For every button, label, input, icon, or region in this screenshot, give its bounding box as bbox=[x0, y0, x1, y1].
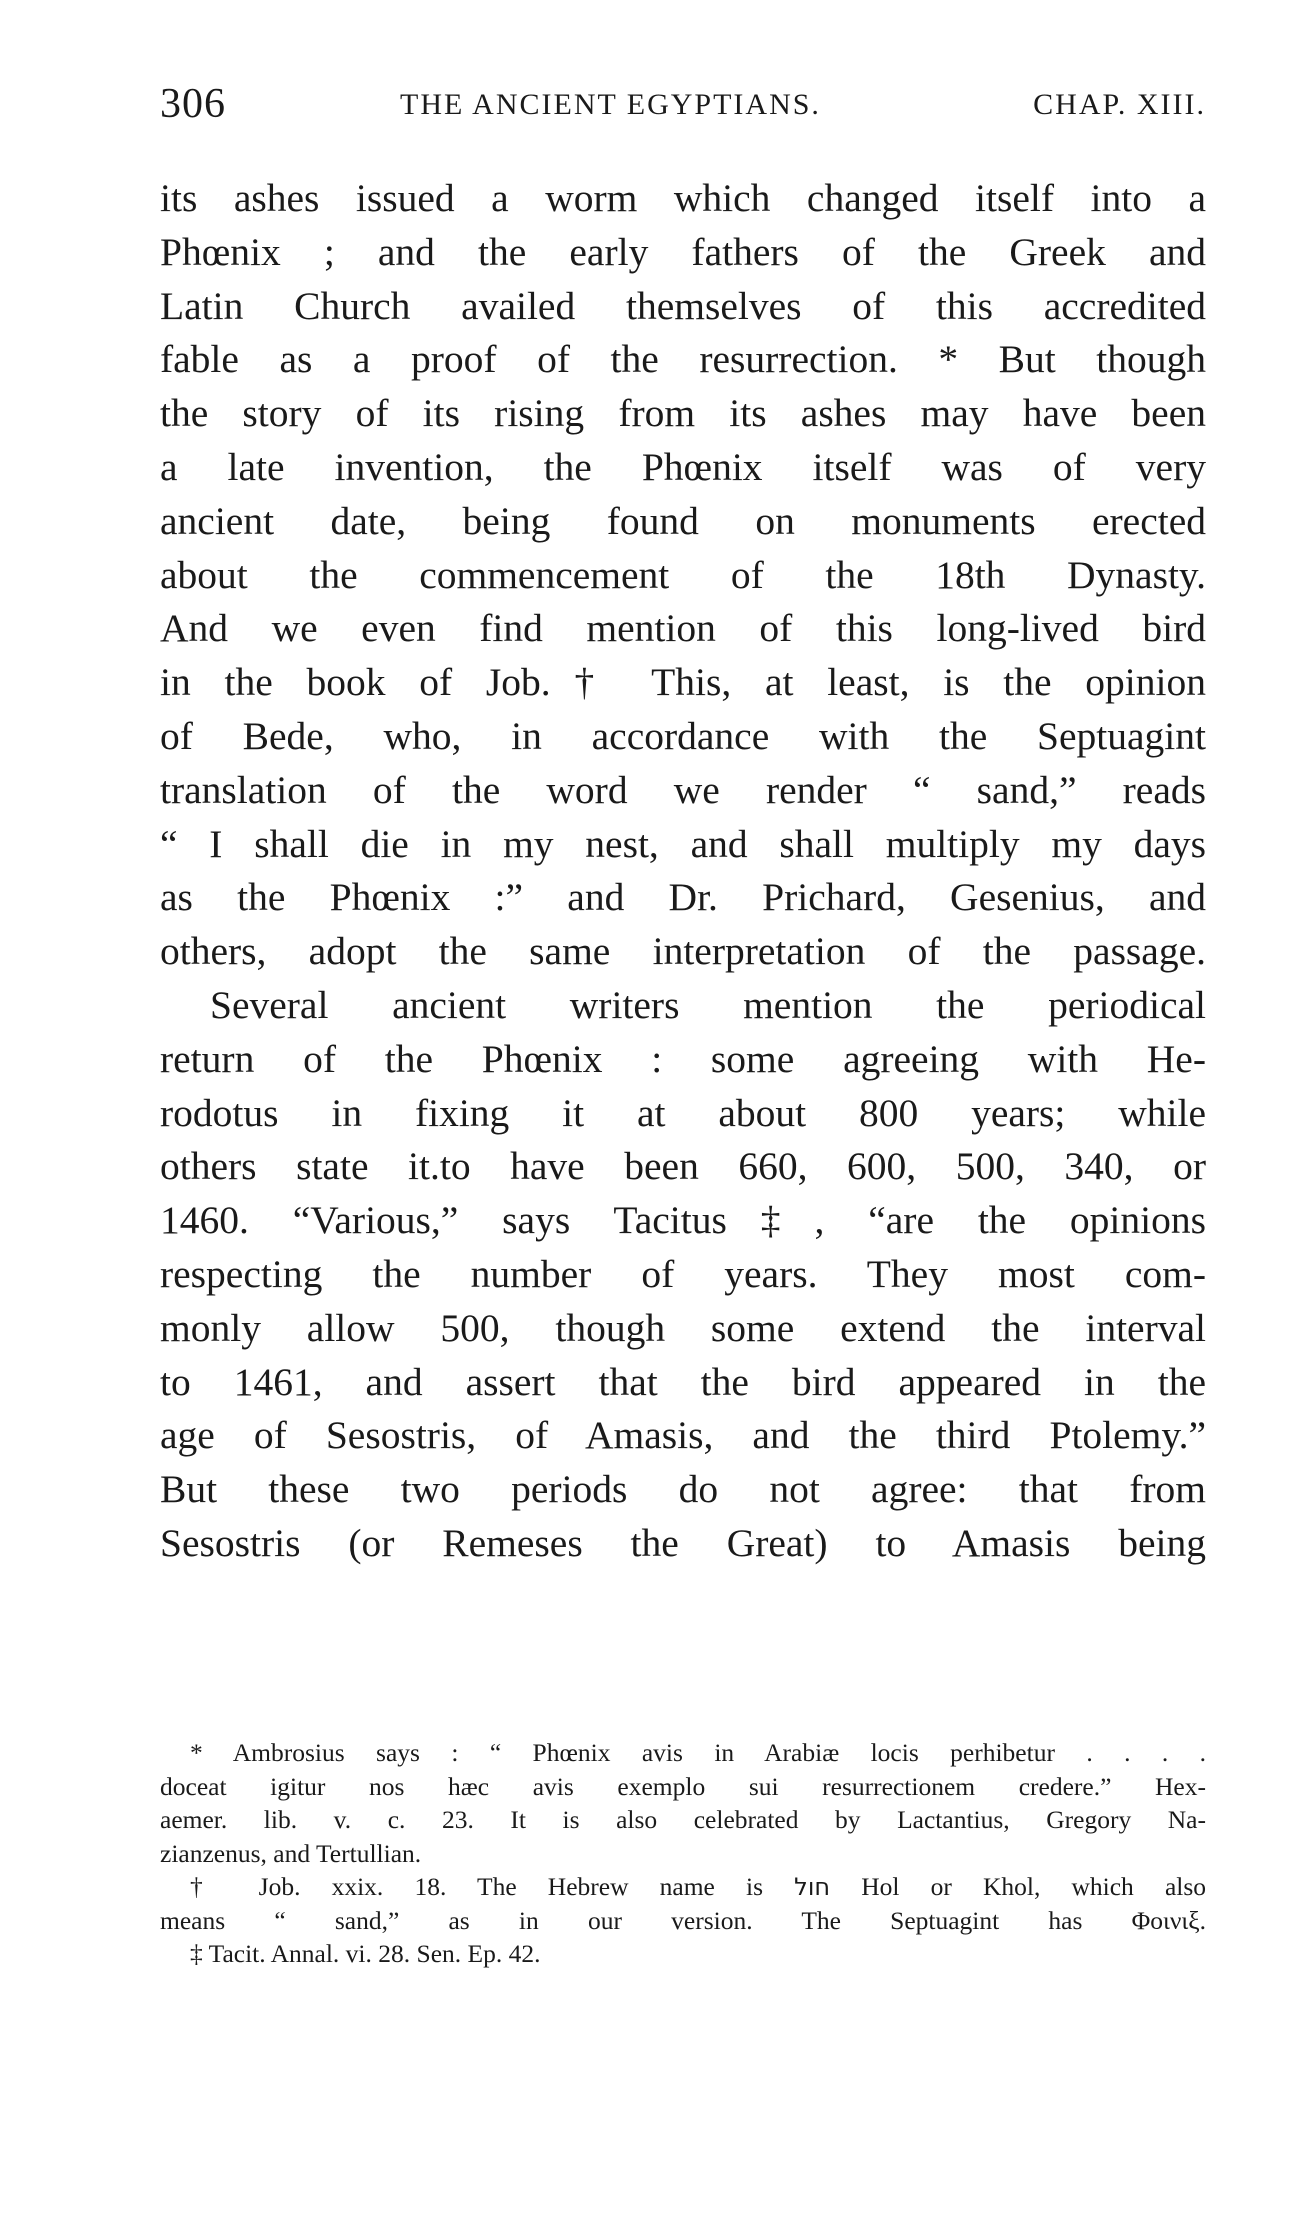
running-title: THE ANCIENT EGYPTIANS. bbox=[400, 88, 821, 121]
text-line: 1460. “Various,” says Tacitus‡, “are the opinions bbox=[160, 1198, 1206, 1243]
text-line: respecting the number of years. They most com- bbox=[160, 1251, 1206, 1296]
body-text bbox=[160, 172, 1206, 1571]
text-line: Phœnix ; and the early fathers of the Greek and bbox=[160, 229, 1206, 274]
text-line: Latin Church availed themselves of this accredited bbox=[160, 283, 1206, 328]
running-header bbox=[160, 80, 1206, 130]
text-line: a late invention, the Phœnix itself was of very bbox=[160, 444, 1206, 489]
text-line: its ashes issued a worm which changed itself into a bbox=[160, 176, 1206, 220]
text-line: rodotus in fixing it at about 800 years; while bbox=[160, 1090, 1206, 1135]
text-line: fable as a proof of the resurrection. * But though bbox=[160, 337, 1206, 382]
text-line: age of Sesostris, of Amasis, and the third Ptolemy.” bbox=[160, 1413, 1206, 1458]
footnotes bbox=[160, 1736, 1206, 1971]
footnote-line: zianzenus, and Tertullian. bbox=[160, 1838, 422, 1868]
footnote-line bbox=[160, 1870, 1206, 1904]
text-line: others, adopt the same interpretation of the passage. bbox=[160, 929, 1206, 974]
footnote-line: aemer. lib. v. c. 23. It is also celebrated by Lactantius, Gregory Na- bbox=[160, 1805, 1206, 1834]
text-line: to 1461, and assert that the bird appeared in the bbox=[160, 1359, 1206, 1404]
footnote-text: † Job. xxix. 18. The Hebrew name is bbox=[190, 1872, 764, 1901]
text-line: as the Phœnix :” and Dr. Prichard, Gesenius, and bbox=[160, 875, 1206, 920]
text-line: Several ancient writers mention the periodical bbox=[210, 982, 1206, 1027]
text-line: monly allow 500, though some extend the interval bbox=[160, 1305, 1206, 1350]
footnote-line: ‡ Tacit. Annal. vi. 28. Sen. Ep. 42. bbox=[190, 1939, 541, 1968]
text-line: translation of the word we render “ sand,” reads bbox=[160, 767, 1206, 812]
footnote-line: doceat igitur nos hæc avis exemplo sui resurrectionem credere.” Hex- bbox=[160, 1771, 1206, 1801]
text-line: return of the Phœnix : some agreeing with He- bbox=[160, 1036, 1206, 1081]
chapter-label: CHAP. XIII. bbox=[1033, 88, 1206, 121]
text-line: in the book of Job.† This, at least, is the opinion bbox=[160, 660, 1206, 705]
text-line: “ I shall die in my nest, and shall multiply my days bbox=[160, 821, 1206, 866]
text-line: Sesostris (or Remeses the Great) to Amasis being bbox=[160, 1520, 1206, 1565]
text-line: of Bede, who, in accordance with the Septuagint bbox=[160, 713, 1206, 758]
footnote-line: means “ sand,” as in our version. The Septuagint has Φοινιξ. bbox=[160, 1905, 1206, 1935]
text-line: And we even find mention of this long-lived bird bbox=[160, 606, 1206, 651]
page-number: 306 bbox=[160, 81, 226, 127]
text-line: ancient date, being found on monuments erected bbox=[160, 498, 1206, 543]
footnote-line: * Ambrosius says : “ Phœnix avis in Arabiæ locis perhibetur . . . . bbox=[190, 1738, 1206, 1767]
footnote-text: Hol or Khol, which also bbox=[861, 1872, 1206, 1901]
text-line: about the commencement of the 18th Dynasty. bbox=[160, 552, 1206, 597]
text-line: the story of its rising from its ashes may have been bbox=[160, 391, 1206, 436]
hebrew-word: חול bbox=[794, 1873, 831, 1901]
text-line: But these two periods do not agree: that from bbox=[160, 1467, 1206, 1512]
text-line: others state it.to have been 660, 600, 500, 340, or bbox=[160, 1144, 1206, 1189]
